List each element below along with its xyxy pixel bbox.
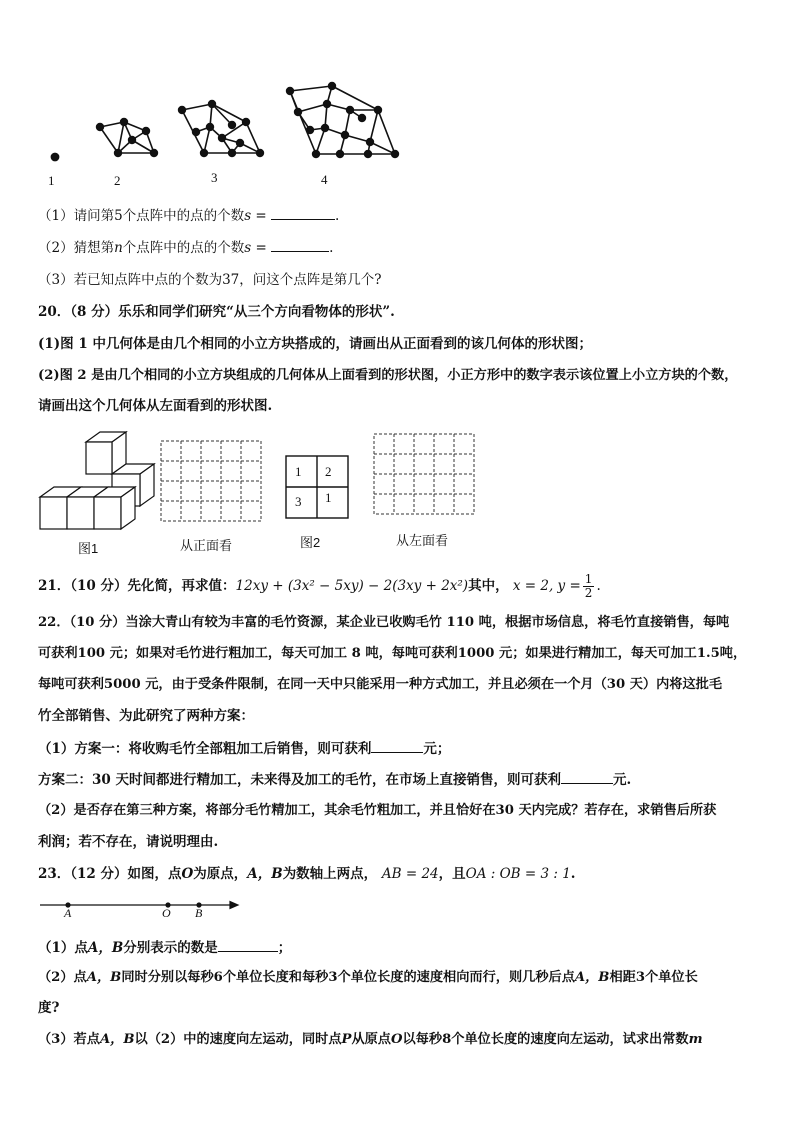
grid-number: 3	[295, 494, 302, 509]
axis-label-b: B	[195, 906, 203, 920]
q22-line4: 竹全部销售、为此研究了两种方案：	[38, 708, 254, 724]
fraction-one-half: $\frac{1}{2}$	[584, 572, 593, 600]
answer-blank[interactable]	[371, 738, 423, 753]
caption-fig2: 图2	[300, 535, 321, 550]
grid-number: 1	[325, 490, 332, 505]
q22-line2: 可获利100 元；如果对毛竹进行粗加工，每天可加工 8 吨，每吨可获利1000 元；如果进行精加工，每天可加工1.5吨，	[38, 646, 747, 661]
q20-part2a: (2)图 2 是由几个相同的小立方块组成的几何体从上面看到的形状图，小正方形中的数字表示该位置上小立方块的个数，	[38, 368, 738, 383]
q19-part2: （2）猜想第n个点阵中的点的个数s = .	[38, 237, 764, 258]
q23-part1: （1）点A，B分别表示的数是 ；	[38, 937, 764, 958]
q22-line5: （1）方案一：将收购毛竹全部粗加工后销售，则可获利 元；	[38, 738, 764, 759]
cube-figure-1	[36, 430, 161, 540]
q23-title: 23．（12 分）如图，点O为原点，A，B为数轴上两点， AB = 24，且OA : OB = 3 : 1.	[38, 866, 576, 882]
lattice-3	[179, 101, 264, 157]
answer-blank[interactable]	[218, 937, 278, 952]
q19-part3: （3）若已知点阵中点的个数为37，问这个点阵是第几个?	[38, 272, 382, 288]
grid-number: 1	[295, 464, 302, 479]
lattice-label-4: 4	[321, 172, 328, 187]
q22-line3: 每吨可获利5000 元，由于受条件限制，在同一天中只能采用一种方式加工，并且必须在一个月（30 天）内将这批毛	[38, 677, 723, 692]
q20-title: 20．（8 分）乐乐和同学们研究“从三个方向看物体的形状”.	[38, 304, 395, 320]
q20-part2b: 请画出这个几何体从左面看到的形状图.	[38, 398, 273, 414]
q22-line8: 利润；若不存在，请说明理由.	[38, 834, 219, 850]
lattice-2	[97, 119, 158, 157]
front-view-grid[interactable]	[160, 440, 262, 522]
q20-part1: (1)图 1 中几何体是由几个相同的小立方块搭成的，请画出从正面看到的该几何体的形状图；	[38, 336, 592, 352]
axis-label-a: A	[64, 906, 72, 920]
dot-lattice-figures	[0, 0, 794, 200]
q23-part2: （2）点A，B同时分别以每秒6个单位长度和每秒3个单位长度的速度相向而行，则几秒后点A，B相距3个单位长	[38, 970, 698, 985]
lattice-1-dot	[51, 153, 58, 160]
q19-part1: （1）请问第5个点阵中的点的个数s = .	[38, 205, 764, 226]
lattice-label-2: 2	[114, 173, 121, 188]
q22-line6: 方案二：30 天时间都进行精加工，未来得及加工的毛竹，在市场上直接销售，则可获利 元.	[38, 769, 764, 790]
q22-line1: 22．（10 分）当涂大青山有较为丰富的毛竹资源，某企业已收购毛竹 110 吨，根据市场信息，将毛竹直接销售，每吨	[38, 615, 730, 630]
q22-line7: （2）是否存在第三种方案，将部分毛竹精加工，其余毛竹粗加工，并且恰好在30 天内完成？若存在，求销售后所获	[38, 803, 717, 818]
caption-front-view: 从正面看	[180, 538, 233, 553]
lattice-label-3: 3	[211, 170, 218, 185]
caption-fig1: 图1	[78, 541, 99, 556]
answer-blank[interactable]	[271, 205, 335, 220]
left-view-grid[interactable]	[373, 433, 475, 515]
grid-number: 2	[325, 464, 332, 479]
caption-left-view: 从左面看	[396, 533, 449, 548]
answer-blank[interactable]	[271, 237, 329, 252]
q23-part3: （3）若点A，B以（2）中的速度向左运动，同时点P从原点O以每秒8个单位长度的速度向左运动，试求出常数m	[38, 1032, 703, 1047]
axis-label-o: O	[162, 906, 171, 920]
lattice-4	[287, 83, 399, 158]
answer-blank[interactable]	[561, 769, 613, 784]
q23-part2-cont: 度?	[38, 1000, 60, 1016]
q21: 21．（10 分）先化简，再求值：12xy + (3x² − 5xy) − 2(3xy + 2x²)其中， x = 2, y = $\frac{1}{2}$ .	[38, 572, 601, 600]
lattice-label-1: 1	[48, 173, 55, 188]
